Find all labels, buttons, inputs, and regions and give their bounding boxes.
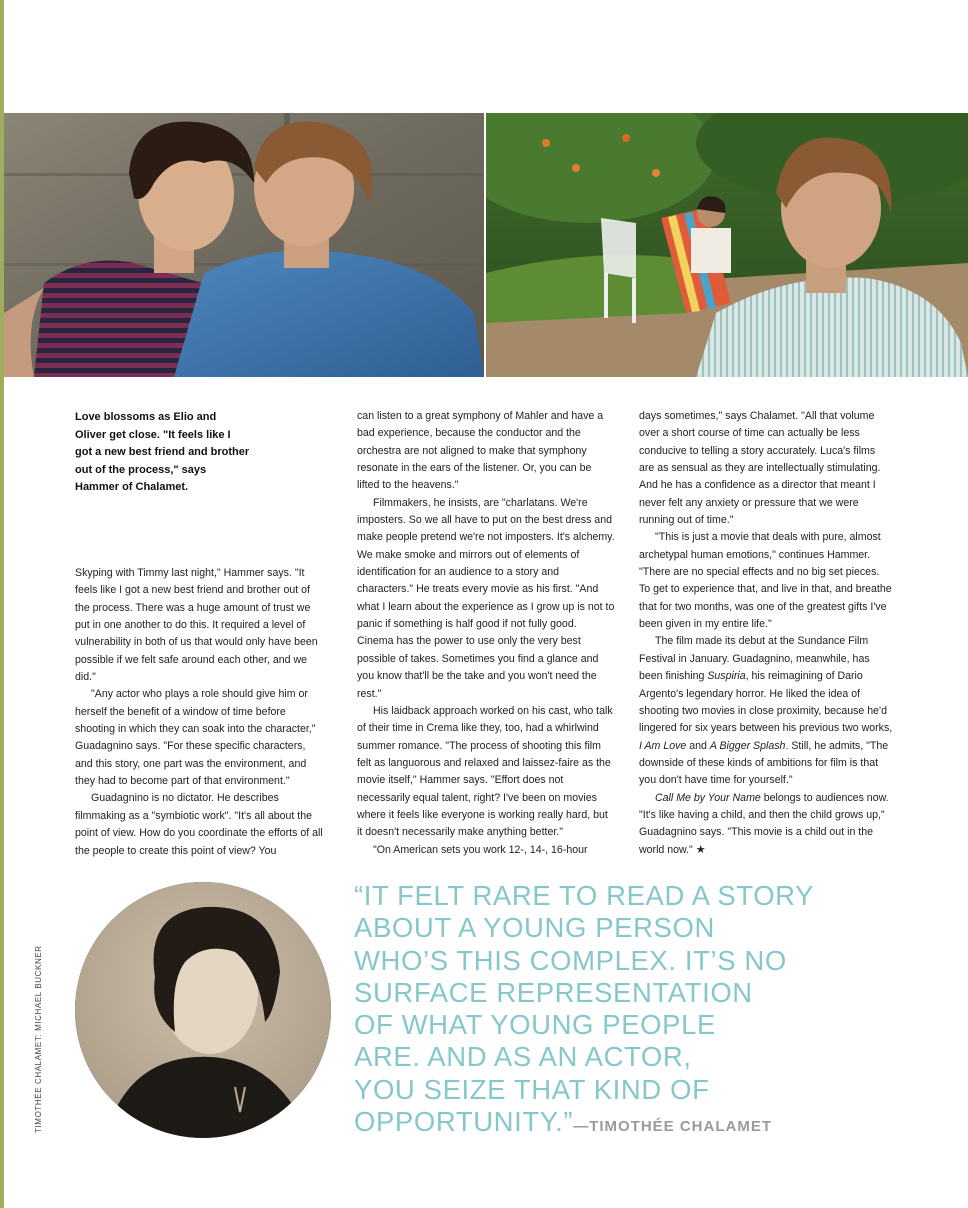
paragraph: Skyping with Timmy last night," Hammer says. "It feels like I got a new best friend and brother out of the process. There was a huge amount of trust we put in one another to do this. It required a level of vulnerability in both of us that would only have been possible if we felt safe around each other, and we did." [75, 567, 318, 684]
pull-quote-line: SURFACE REPRESENTATION [354, 976, 753, 1008]
photo-caption: Love blossoms as Elio and Oliver get close. "It feels like I got a new best friend and brother out of the process," says Hammer of Chalamet. [75, 411, 250, 493]
pull-quote-line: OF WHAT YOUNG PEOPLE [354, 1009, 716, 1041]
paragraph: "On American sets you work 12-, 14-, 16-hour [373, 843, 588, 856]
pull-quote-line: ARE. AND AS AN ACTOR, [354, 1041, 692, 1073]
paragraph: The film made its debut at the Sundance Film Festival in January. Guadagnino, meanwhile, has been finishing Suspiria, his reimagining of Dario Argento's legendary horror. He liked the idea of shooting two movies in close proximity, because he'd lingered for six years between his previous two works, I Am Love and A Bigger Splash. Still, he admits, "The downside of these kinds of ambitions for film is that you don't have time for yourself." [639, 635, 893, 787]
portrait-photo [75, 882, 331, 1138]
film-still-garden [486, 113, 968, 377]
paragraph: "This is just a movie that deals with pure, almost archetypal human emotions," continues Hammer. "There are no special effects and no big set pieces. To get to experience that, and live in that, and breathe that for two months, was one of the greatest gifts I've been given in my entire life." [639, 531, 892, 631]
pull-quote-line: YOU SEIZE THAT KIND OF [354, 1073, 710, 1105]
pull-quote-attribution: —TIMOTHÉE CHALAMET [573, 1118, 773, 1136]
paragraph: Filmmakers, he insists, are "charlatans. We're imposters. So we all have to put on the best dress and make people pretend we're not imposters. It's alchemy. We make smoke and mirrors out of elements of identification for an audience to a story and characters." He treats every movie as his first. "And what I learn about the experience as I grow up is not to panic if something is half good if not fully good. Cinema has the power to use only the very best possible of takes. Sometimes you find a glance and you know that'll be the take and you won't need the rest." [357, 496, 615, 700]
article-column-1 [75, 565, 325, 860]
article-column-3 [639, 408, 893, 859]
paragraph: "Any actor who plays a role should give him or herself the benefit of a window of time before shooting in which they can soak into the character," Guadagnino says. "For these specific characters, and this story, one part was the environment, and they had to become part of that environment." [75, 688, 316, 788]
article-column-2 [357, 408, 615, 859]
pull-quote-line: WHO’S THIS COMPLEX. IT’S NO [354, 944, 787, 976]
pull-quote-line: “IT FELT RARE TO READ A STORY [354, 880, 815, 911]
pull-quote-line: OPPORTUNITY.”—TIMOTHÉE CHALAMET [354, 1106, 773, 1138]
paragraph: Guadagnino is no dictator. He describes filmmaking as a "symbiotic work". "It's all about the point of view. How do you coordinate the efforts of all the people to create this point of view? You [75, 792, 323, 857]
photo-credit: TIMOTHÉE CHALAMET: MICHAEL BUCKNER [34, 945, 43, 1133]
film-still-wall-embrace [4, 113, 484, 377]
paragraph: days sometimes," says Chalamet. "All that volume over a short course of time can actually be less conducive to telling a story accurately. Luca's films are as sensual as they are intellectually stimulating. And he has a confidence as a director that meant I never felt any anxiety or pressure that we were running out of time." [639, 410, 881, 527]
end-star-icon: ★ [695, 843, 706, 856]
pull-quote [354, 880, 834, 1143]
pull-quote-line: ABOUT A YOUNG PERSON [354, 912, 715, 944]
paragraph: Call Me by Your Name belongs to audiences now. "It's like having a child, and then the child grows up," Guadagnino says. "This movie is a child out in the world now." ★ [639, 791, 889, 856]
paragraph: His laidback approach worked on his cast, who talk of their time in Crema like they, too, had a whirlwind summer romance. "The process of shooting this film felt as languorous and relaxed and laissez-faire as the movie itself," Hammer says. "Effort does not necessarily equal talent, right? I've been on movies where it feels like everyone is working really hard, but it doesn't necessarily make anything better." [357, 704, 613, 839]
paragraph: can listen to a great symphony of Mahler and have a bad experience, because the conductor and the orchestra are not aligned to make that symphony resonate in the ears of the listener. Or, you can be lifted to the heavens." [357, 410, 604, 492]
